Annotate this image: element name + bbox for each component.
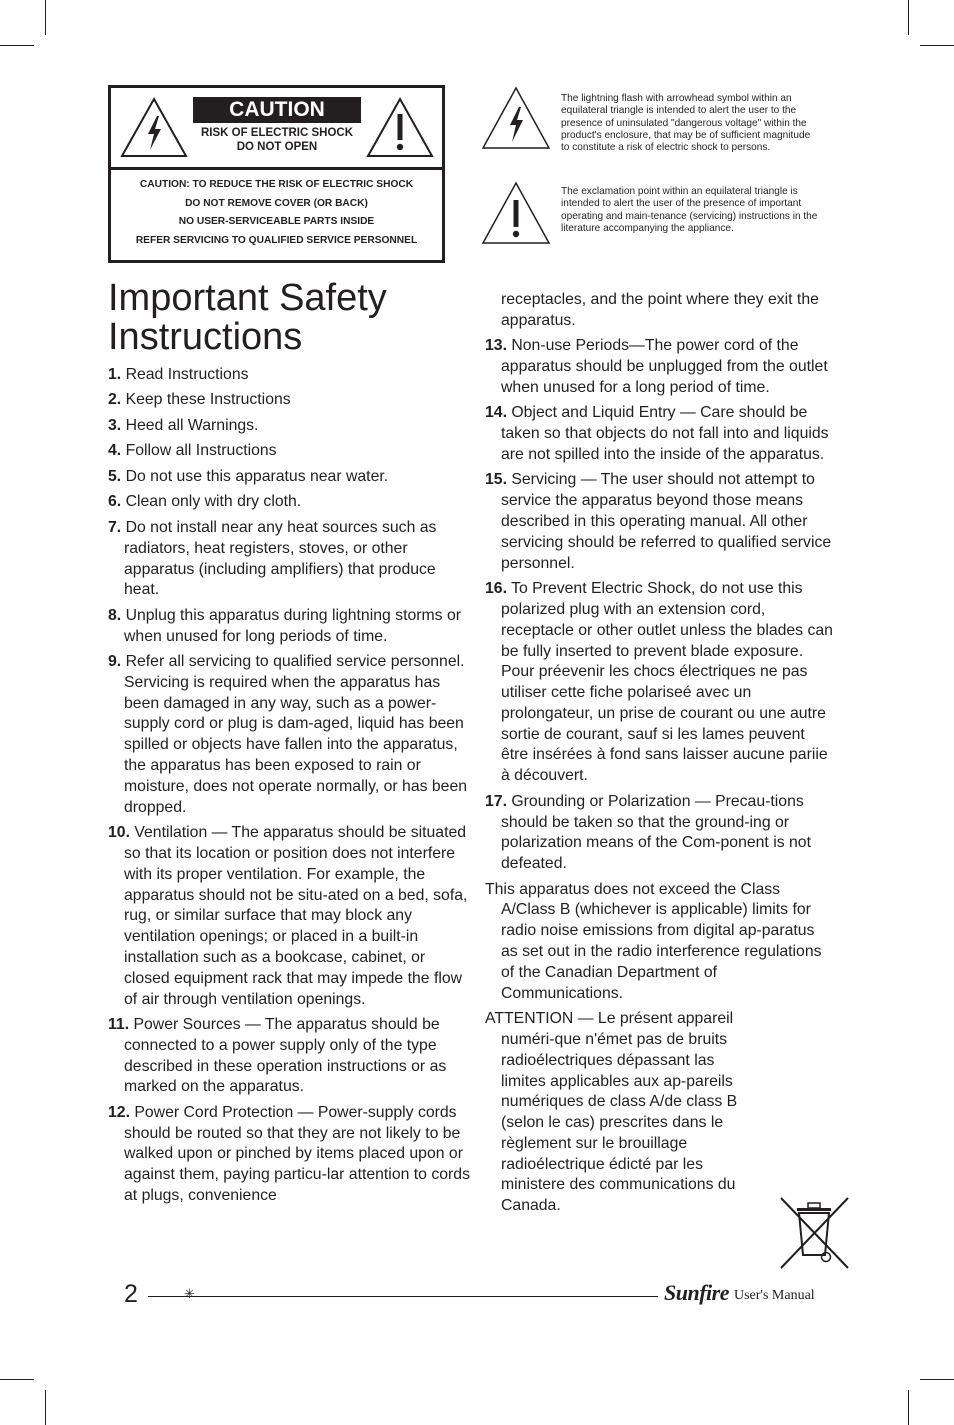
instruction-item	[108, 652, 470, 818]
item-text: Power Cord Protection — Power-supply cords should be routed so that they are not likely to be walked upon or pinched by items placed upon or against them, paying particu-lar attention to cords at plugs, convenience	[124, 1103, 470, 1205]
item-number: 16.	[485, 580, 507, 598]
crop-mark	[908, 0, 909, 35]
risk-of-shock-text: RISK OF ELECTRIC SHOCK	[200, 127, 354, 139]
instruction-12-continuation: receptacles, and the point where they exit the apparatus.	[501, 291, 819, 329]
exclamation-symbol-description: The exclamation point within an equilateral triangle is intended to alert the user of the presence of important operating and main-tenance (servicing) instructions in the literature accompanying the appliance.	[561, 186, 818, 234]
page-number: 2	[124, 1280, 138, 1308]
instruction-item	[108, 823, 470, 1010]
item-text: Read Instructions	[121, 366, 249, 383]
canada-notice: This apparatus does not exceed the Class A/Class B (whichever is applicable) limits for radio noise emissions from digital ap-paratus as set out in the radio interference regulations of the Canadian Department of Communications.	[485, 880, 822, 1002]
instruction-item	[108, 365, 470, 386]
page-title: Important Safety Instructions	[108, 277, 387, 358]
crop-mark	[920, 45, 954, 46]
crop-mark	[0, 45, 34, 46]
crop-mark	[0, 1379, 34, 1380]
item-number: 11.	[108, 1015, 130, 1033]
item-number: 17.	[485, 792, 507, 810]
caution-line: NO USER-SERVICEABLE PARTS INSIDE	[178, 216, 375, 227]
brand-logo: Sunfire	[664, 1280, 729, 1305]
weee-bin-icon	[776, 1195, 852, 1271]
crop-mark	[908, 1390, 909, 1425]
lightning-symbol-description: The lightning flash with arrowhead symbol within an equilateral triangle is intended to alert the user to the presence of uninsulated "dangerous voltage" within the product's enclosure, that may be of sufficient magnitude to constitute a risk of electric shock to persons.	[561, 93, 811, 154]
instruction-item	[485, 336, 833, 398]
exclamation-triangle-icon	[480, 180, 552, 246]
item-text: Follow all Instructions	[121, 442, 277, 460]
item-number: 12.	[108, 1103, 130, 1121]
caution-line: DO NOT REMOVE COVER (OR BACK)	[185, 197, 368, 209]
instruction-item	[108, 1015, 470, 1098]
caution-text	[111, 176, 442, 250]
instruction-item	[485, 403, 833, 465]
do-not-open-text: DO NOT OPEN	[236, 141, 318, 153]
item-text: Non-use Periods—The power cord of the apparatus should be unplugged from the outlet when unused for a long period of time.	[501, 337, 828, 396]
item-text: Refer all servicing to qualified service personnel. Servicing is required when the apparatus has been damaged in any way, such as a power-supply cord or plug is dam-aged, liquid has been spilled or objects have fallen into the apparatus, the apparatus has been exposed to rain or moisture, does not operate normally, or has been dropped.	[121, 653, 468, 816]
instruction-item	[485, 470, 833, 574]
crop-mark	[45, 1390, 46, 1425]
item-number: 1.	[108, 366, 122, 383]
manual-label: User's Manual	[734, 1288, 815, 1303]
instruction-item	[108, 492, 470, 513]
item-number: 2.	[108, 391, 122, 409]
exclamation-warning-icon	[365, 96, 435, 159]
item-number: 9.	[108, 653, 122, 671]
instruction-item	[108, 390, 470, 411]
item-text: Heed all Warnings.	[121, 416, 259, 434]
caution-line: REFER SERVICING TO QUALIFIED SERVICE PERSONNEL	[135, 234, 418, 246]
item-text: To Prevent Electric Shock, do not use this polarized plug with an extension cord, receptacle or other outlet unless the blades can be fully inserted to prevent blade exposure.	[501, 580, 833, 660]
caution-header	[111, 88, 442, 170]
caution-line: CAUTION: TO REDUCE THE RISK OF ELECTRIC SHOCK	[139, 179, 414, 190]
item-number: 5.	[108, 467, 122, 485]
caution-heading: CAUTION	[193, 97, 361, 123]
instruction-item	[108, 1103, 470, 1207]
instruction-item	[108, 606, 470, 648]
item-number: 8.	[108, 606, 122, 624]
attention-notice: ATTENTION — Le présent appareil numéri-que n'émet pas de bruits radioélectriques dépassant las limites applicables aux ap-pareils numériques de class A/de class B (selon le cas) prescrites dans le règlement sur le brouillage radioélectrique édicté par les ministere des communications du Canada.	[485, 1010, 738, 1215]
item-text: Do not use this apparatus near water.	[121, 467, 389, 485]
instructions-left-column	[108, 365, 470, 1212]
crop-mark	[45, 0, 46, 35]
item-number: 15.	[485, 471, 507, 489]
crop-mark	[920, 1379, 954, 1380]
item-text: Unplug this apparatus during lightning storms or when unused for long periods of time.	[121, 606, 462, 645]
item-text: Do not install near any heat sources such as radiators, heat registers, stoves, or other apparatus (including amplifiers) that produce heat.	[121, 518, 437, 599]
item-number: 14.	[485, 404, 507, 422]
instruction-item	[108, 467, 470, 488]
lightning-warning-icon	[119, 96, 189, 159]
caution-label	[108, 85, 445, 263]
item-number: 7.	[108, 518, 122, 536]
item-number: 13.	[485, 337, 507, 355]
french-shock-warning: Pour préevenir les chocs électriques ne pas utiliser cette fiche polariseé avec un prolongateur, un prise de courant ou une autre sortie de courant, sauf si les lames peuvent être insérées à fond sans laisser aucune pariie à découvert.	[501, 663, 828, 785]
item-text: Servicing — The user should not attempt to service the apparatus beyond those means described in this operating manual. All other servicing should be referred to qualified service personnel.	[501, 471, 832, 572]
item-number: 10.	[108, 824, 130, 842]
footer-rule	[148, 1296, 658, 1297]
instruction-item	[108, 416, 470, 437]
item-text: Keep these Instructions	[121, 391, 291, 409]
item-text: Object and Liquid Entry — Care should be taken so that objects do not fall into and liquids are not spilled into the inside of the apparatus.	[501, 404, 829, 463]
instruction-item	[485, 579, 833, 662]
instruction-item	[108, 518, 470, 601]
star-ornament-icon: ✳	[184, 1286, 195, 1301]
item-text: Ventilation — The apparatus should be situated so that its location or position does not interfere with its proper ventilation. For example, the apparatus should not be situ-ated on a bed, sofa, rug, or similar surface that may block any ventilation openings; or placed in a built-in installation such as a bookcase, cabinet, or closed equipment rack that may impede the flow of air through ventilation openings.	[124, 824, 468, 1008]
lightning-triangle-icon	[480, 85, 552, 151]
instruction-item	[485, 792, 833, 875]
item-number: 6.	[108, 493, 122, 511]
item-text: Clean only with dry cloth.	[121, 493, 302, 511]
item-text: Grounding or Polarization — Precau-tions should be taken so that the ground-ing or polarization means of the Com-ponent is not defeated.	[501, 792, 811, 873]
item-number: 3.	[108, 416, 122, 434]
instructions-right-column	[485, 290, 833, 1222]
item-number: 4.	[108, 442, 122, 460]
item-text: Power Sources — The apparatus should be connected to a power supply only of the type described in these operation instructions or as marked on the apparatus.	[124, 1015, 447, 1096]
instruction-item	[108, 441, 470, 462]
